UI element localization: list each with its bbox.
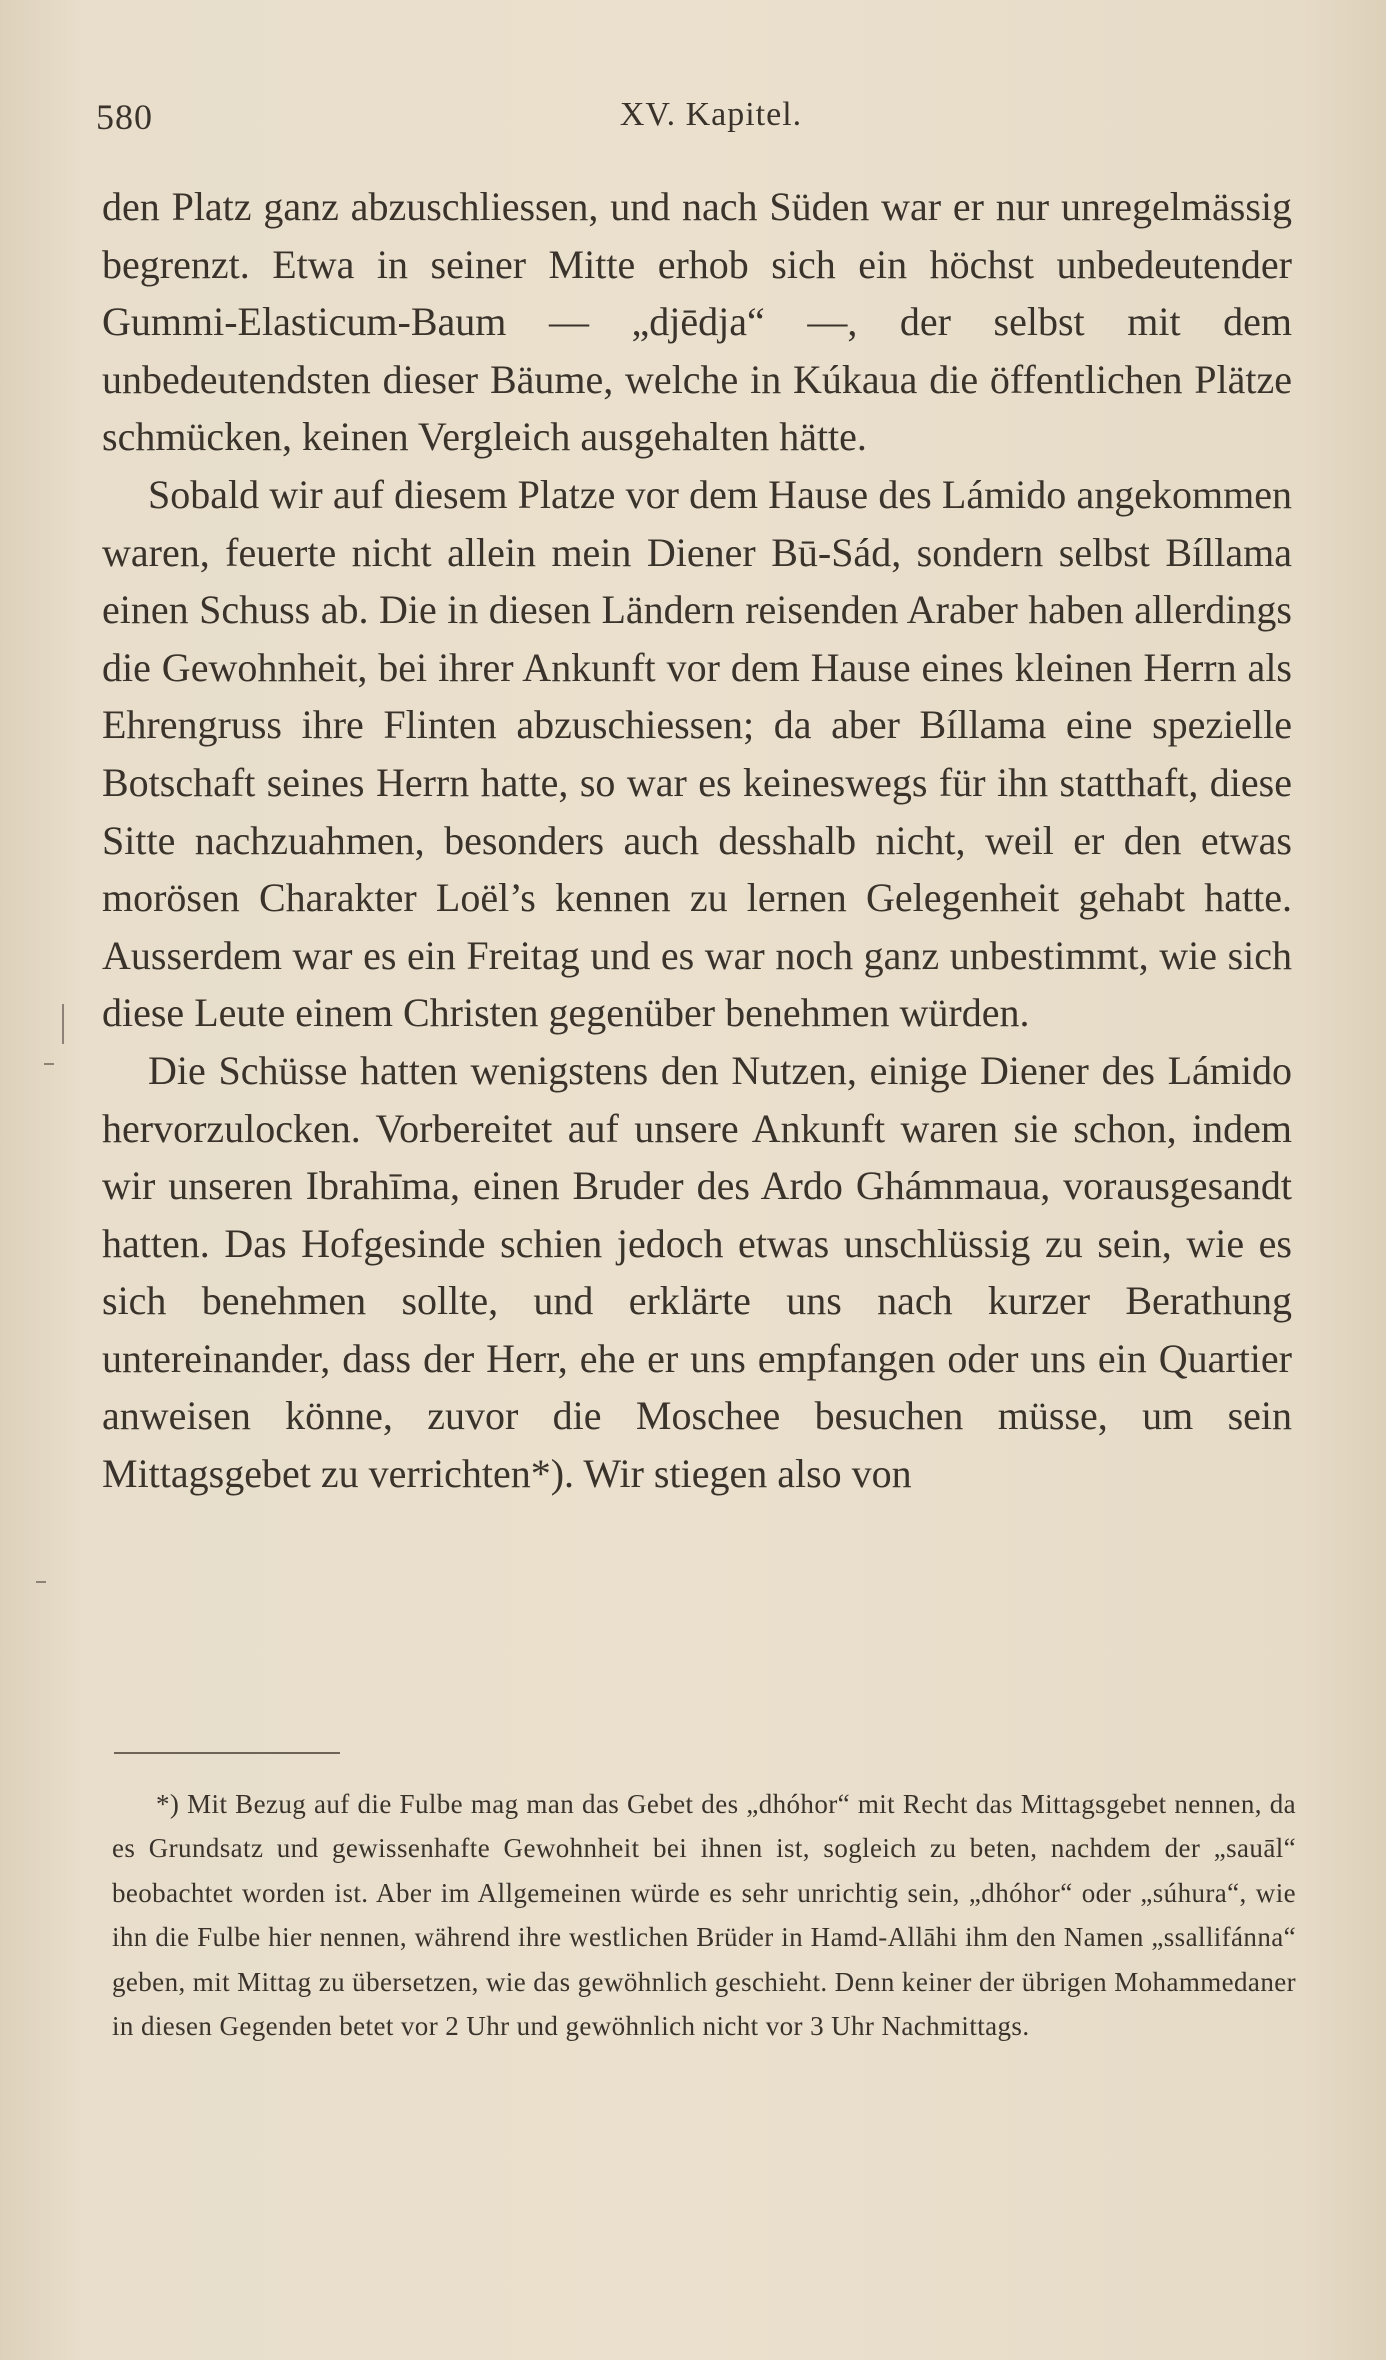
margin-mark: [62, 1004, 64, 1044]
paragraph-3: Die Schüsse hatten wenigstens den Nutzen, einige Diener des Lámido hervorzulocken. Vorbereitet auf unsere Ankunft waren sie schon, indem wir unseren Ibrahīma, einen Bruder des Ardo Ghámmaua, vorausgesandt hatten. Das Hofgesinde schien jedoch etwas unschlüssig zu sein, wie es sich benehmen sollte, und erklärte uns nach kurzer Berathung untereinander, dass der Herr, ehe er uns empfangen oder uns ein Quartier anweisen könne, zuvor die Moschee besuchen müsse, um sein Mittagsgebet zu verrichten*). Wir stiegen also von: [102, 1047, 1292, 1497]
footnote-text: *) Mit Bezug auf die Fulbe mag man das Gebet des „dhóhor“ mit Recht das Mittagsgebet nennen, da es Grundsatz und gewissenhafte Gewohnheit bei ihnen ist, sogleich zu beten, nachdem der „sauāl“ beobachtet worden ist. Aber im Allgemeinen würde es sehr unrichtig sein, „dhóhor“ oder „súhura“, wie ihn die Fulbe hier nennen, während ihre westlichen Brüder in Hamd-Allāhi ihm den Namen „ssallifánna“ geben, mit Mittag zu übersetzen, wie das gewöhnlich geschieht. Denn keiner der übrigen Mohammedaner in diesen Gegenden betet vor 2 Uhr und gewöhnlich nicht vor 3 Uhr Nachmittags.: [112, 1789, 1296, 2042]
body-text: [102, 178, 1292, 1503]
page-number: 580: [96, 97, 153, 137]
footnote-rule: [114, 1752, 340, 1754]
page-header: [96, 96, 1296, 156]
footnote: [112, 1782, 1296, 2048]
margin-mark: [36, 1581, 46, 1583]
margin-mark: [44, 1063, 54, 1065]
paragraph-1: den Platz ganz abzuschliessen, und nach Süden war er nur unregelmässig begrenzt. Etwa in seiner Mitte erhob sich ein höchst unbedeutender Gummi-Elasticum-Baum — „djēdja“ —, der selbst mit dem unbedeutendsten dieser Bäume, welche in Kúkaua die öffentlichen Plätze schmücken, keinen Vergleich ausgehalten hätte.: [102, 184, 1292, 460]
running-head: XV. Kapitel.: [619, 96, 803, 133]
paragraph-2: Sobald wir auf diesem Platze vor dem Hause des Lámido angekommen waren, feuerte nicht allein mein Diener Bū-Sád, sondern selbst Bíllama einen Schuss ab. Die in diesen Ländern reisenden Araber haben allerdings die Gewohnheit, bei ihrer Ankunft vor dem Hause eines kleinen Herrn als Ehrengruss ihre Flinten abzuschiessen; da aber Bíllama eine spezielle Botschaft seines Herrn hatte, so war es keineswegs für ihn statthaft, diese Sitte nachzuahmen, besonders auch desshalb nicht, weil er den etwas morösen Charakter Loël’s kennen zu lernen Gelegenheit gehabt hatte. Ausserdem war es ein Freitag und es war noch ganz unbestimmt, wie sich diese Leute einem Christen gegenüber benehmen würden.: [102, 471, 1292, 1036]
